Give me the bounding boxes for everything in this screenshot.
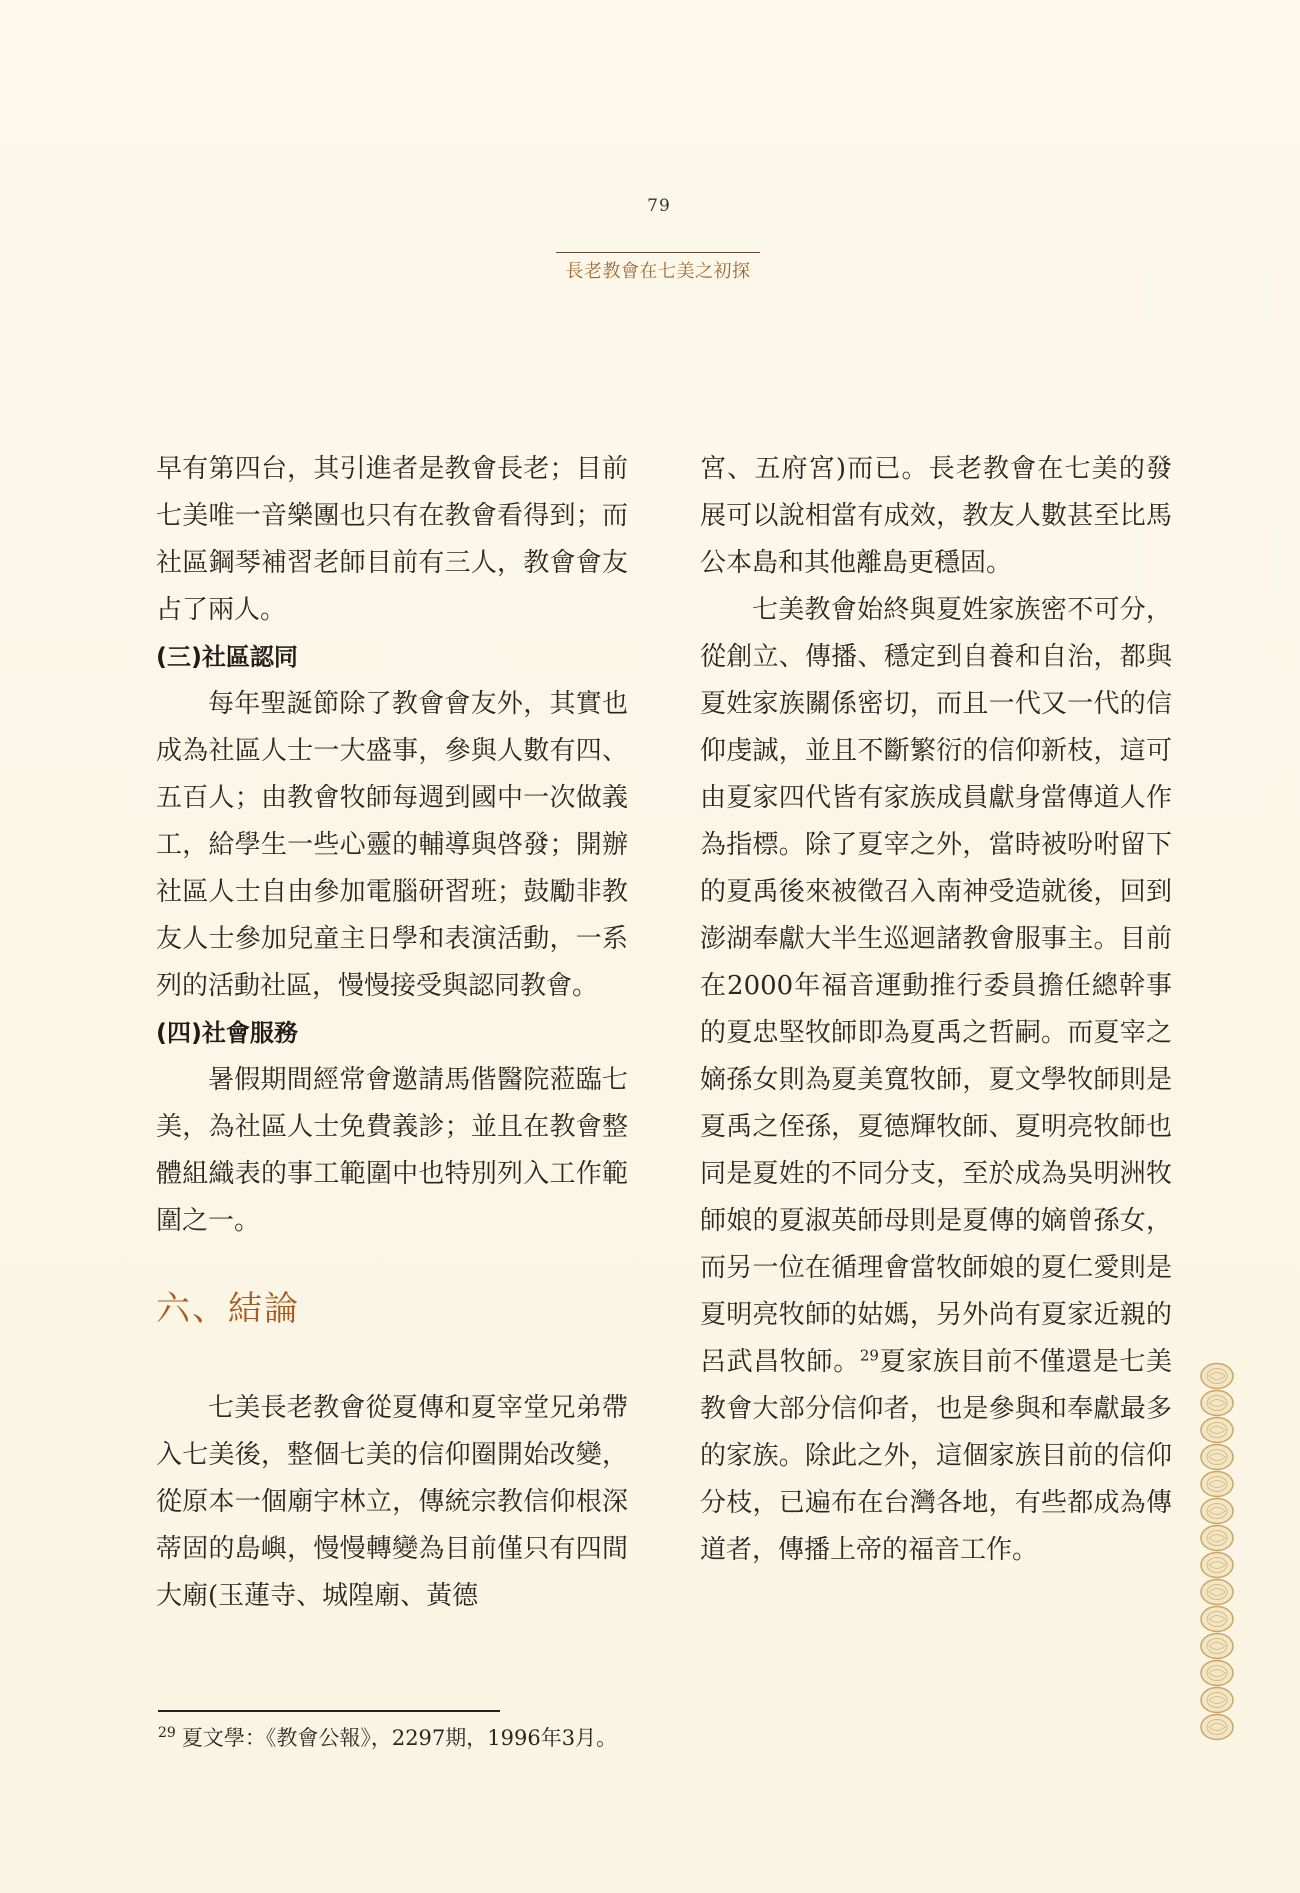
- right-column: [700, 446, 1172, 1574]
- ornament-coin-icon: [1201, 1580, 1233, 1605]
- subheading-community-identity: (三)社區認同: [156, 643, 298, 671]
- ornament-coin-icon: [1201, 1553, 1233, 1578]
- ornament-coin-icon: [1201, 1472, 1233, 1497]
- ornament-coin-icon: [1201, 1391, 1233, 1416]
- paragraph-xia-family: [700, 587, 1172, 1574]
- ornament-coin-icon: [1201, 1607, 1233, 1632]
- ornamental-border-icon: [1199, 1362, 1235, 1742]
- ornament-coin-icon: [1201, 1688, 1233, 1713]
- footnote-text: 夏文學：《教會公報》，2297期，1996年3月。: [181, 1726, 618, 1750]
- paragraph-community-identity: 每年聖誕節除了教會會友外，其實也成為社區人士一大盛事，參與人數有四、五百人；由教會牧師每週到國中一次做義工，給學生一些心靈的輔導與啓發；開辦社區人士自由參加電腦研習班；鼓勵非教友人士參加兒童主日學和表演活動，一系列的活動社區，慢慢接受與認同教會。: [156, 689, 628, 1001]
- ornament-coin-icon: [1201, 1715, 1233, 1740]
- footnote-reference[interactable]: 29: [859, 1346, 879, 1365]
- ornament-coin-icon: [1201, 1499, 1233, 1524]
- ornament-coin-icon: [1201, 1634, 1233, 1659]
- footnote-divider: [158, 1710, 500, 1712]
- ornament-coin-icon: [1201, 1445, 1233, 1470]
- paragraph-xia-family-part1: 七美教會始終與夏姓家族密不可分，從創立、傳播、穩定到自養和自治，都與夏姓家族關係密切，而且一代又一代的信仰虔誠，並且不斷繁衍的信仰新枝，這可由夏家四代皆有家族成員獻身當傳道人作為指標。除了夏宰之外，當時被吩咐留下的夏禹後來被徵召入南神受造就後，回到澎湖奉獻大半生巡迴諸教會服事主。目前在2000年福音運動推行委員擔任總幹事的夏忠堅牧師即為夏禹之哲嗣。而夏宰之嫡孫女則為夏美寬牧師，夏文學牧師則是夏禹之侄孫，夏德輝牧師、夏明亮牧師也同是夏姓的不同分支，至於成為吳明洲牧師娘的夏淑英師母則是夏傳的嫡曾孫女，而另一位在循理會當牧師娘的夏仁愛則是夏明亮牧師的姑媽，另外尚有夏家近親的呂武昌牧師。: [700, 595, 1172, 1377]
- footnote-number: 29: [158, 1725, 176, 1741]
- ornament-coin-icon: [1201, 1526, 1233, 1551]
- running-header: 長老教會在七美之初探: [556, 252, 760, 283]
- paragraph-continued-left: 早有第四台，其引進者是教會長老；目前七美唯一音樂團也只有在教會看得到；而社區鋼琴補習老師目前有三人，教會會友占了兩人。: [156, 454, 628, 625]
- paragraph-continued-right: 宮、五府宮)而已。長老教會在七美的發展可以說相當有成效，教友人數甚至比馬公本島和其他離島更穩固。: [700, 454, 1172, 578]
- ornamental-coin-border-icon: [1199, 1362, 1235, 1742]
- ornament-coin-icon: [1201, 1661, 1233, 1686]
- subheading-social-service: (四)社會服務: [156, 1019, 298, 1047]
- footnote: [158, 1722, 858, 1754]
- left-column: [156, 446, 628, 1620]
- ornament-coin-icon: [1201, 1364, 1233, 1389]
- section-heading-conclusion: 六、結論: [156, 1289, 300, 1329]
- page-number: 79: [647, 196, 671, 216]
- paragraph-social-service: 暑假期間經常會邀請馬偕醫院蒞臨七美，為社區人士免費義診；並且在教會整體組織表的事工範圍中也特別列入工作範圍之一。: [156, 1065, 628, 1236]
- ornament-coin-icon: [1201, 1418, 1233, 1443]
- paragraph-xia-family-part2: 夏家族目前不僅還是七美教會大部分信仰者，也是參與和奉獻最多的家族。除此之外，這個家族目前的信仰分枝，已遍布在台灣各地，有些都成為傳道者，傳播上帝的福音工作。: [700, 1347, 1172, 1565]
- paragraph-conclusion: 七美長老教會從夏傳和夏宰堂兄弟帶入七美後，整個七美的信仰圈開始改變，從原本一個廟宇林立，傳統宗教信仰根深蒂固的島嶼，慢慢轉變為目前僅只有四間大廟(玉蓮寺、城隍廟、黃德: [156, 1393, 628, 1611]
